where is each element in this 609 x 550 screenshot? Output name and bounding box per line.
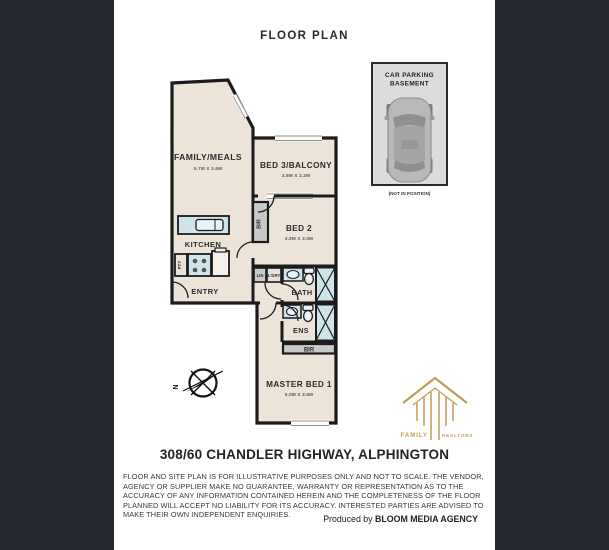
car-parking-note: (NOT IN POSITION) — [388, 191, 431, 196]
room-label-kitchen: KITCHEN — [184, 240, 222, 249]
room-label-master-bed: MASTER BED 1 — [266, 380, 332, 389]
room-label-bed2: BED 2 — [285, 224, 313, 233]
closet-label-pty: PTY — [177, 260, 182, 270]
car-parking-subtitle: BASEMENT — [389, 80, 430, 88]
closet-label-ldry: L'DRY — [267, 273, 281, 278]
closet-label-lin: LIN — [256, 273, 264, 278]
property-address: 308/60 CHANDLER HIGHWAY, ALPHINGTON — [159, 447, 450, 462]
logo-name: FAMILY — [400, 433, 428, 439]
agency-logo — [401, 378, 474, 440]
credit-agency: BLOOM MEDIA AGENCY — [375, 514, 478, 524]
closet-label-bir-bed2: BIR — [256, 219, 263, 229]
page-title: FLOOR PLAN — [260, 30, 349, 42]
closet-label-bir-master: BIR — [303, 347, 315, 354]
credit-prefix: Produced by — [323, 514, 376, 524]
car-parking-title: CAR PARKING — [384, 72, 435, 79]
car-parking-box — [372, 63, 447, 196]
disclaimer-text: FLOOR AND SITE PLAN IS FOR ILLUSTRATIVE PURPOSES ONLY AND NOT TO SCALE. THE VENDOR, AGENCY OR SUPPLIER MAKE NO GUARANTEE, WARRANTY OR REPRESENTATION AS TO THE ACCURACY OF ANY INFORMATION CONTAINED HEREIN AND THE COMPLETENESS OF THE FLOOR PLANNED WILL ACCEPT NO LIABILITY FOR ITS ACCURACY. INTERESTED PARTIES ARE ADVISED TO MAKE THEIR OWN INDEPENDENT ENQUIRIES. — [123, 472, 484, 520]
logo-tagline: REALTORS — [442, 433, 474, 438]
room-dims-master-bed: 5.0M X 3.5M — [284, 392, 314, 397]
room-dims-family-meals: 5.7M X 3.6M — [193, 166, 223, 171]
car-top-view-icon — [385, 98, 435, 182]
room-dims-bed2: 3.8M X 3.0M — [284, 236, 314, 241]
compass-icon — [171, 370, 223, 397]
credit-line — [114, 514, 478, 524]
room-label-bed3: BED 3/BALCONY — [259, 161, 333, 170]
room-label-family-meals: FAMILY/MEALS — [174, 152, 242, 162]
room-label-bath: BATH — [291, 288, 313, 297]
room-label-ens: ENS — [293, 326, 309, 335]
room-dims-bed3: 3.8M X 2.2M — [281, 173, 311, 178]
compass-north-label: N — [171, 384, 178, 390]
room-label-entry: ENTRY — [191, 287, 219, 296]
